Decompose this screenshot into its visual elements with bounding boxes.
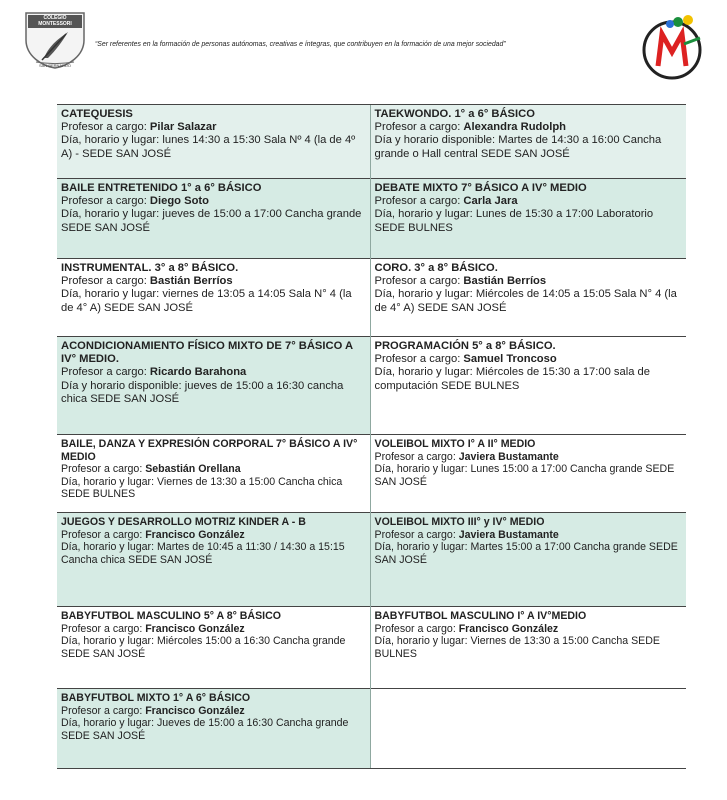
schedule-label: Día, horario y lugar: (61, 208, 163, 221)
teacher-label: Profesor a cargo: (61, 622, 146, 635)
schedule-line (61, 635, 366, 660)
schedule-label: Día, horario y lugar: (61, 134, 163, 147)
teacher-line (375, 195, 683, 208)
schedule-label: Día, horario y lugar: (374, 635, 471, 647)
schedule-label: Día, horario y lugar: (61, 635, 157, 647)
school-logo-text: COLEGIO MONTESSORI (38, 15, 72, 27)
workshop-cell (370, 179, 686, 259)
schedule-details: jueves de 15:00 a 16:30 cancha chica SEDE SAN JOSÉ (61, 379, 344, 405)
workshop-title: BAILE ENTRETENIDO 1° a 6° BÁSICO (61, 182, 262, 194)
schedule-details: Jueves de 15:00 a 16:30 Cancha grande SEDE SAN JOSÉ (61, 717, 349, 742)
workshops-table (57, 104, 686, 769)
teacher-line (61, 705, 366, 718)
teacher-name: Diego Soto (149, 195, 209, 208)
teacher-line (61, 275, 366, 288)
schedule-line (375, 288, 683, 314)
workshop-title: CATEQUESIS (61, 108, 133, 120)
teacher-line (61, 121, 366, 134)
workshop-title: DEBATE MIXTO 7° BÁSICO A IV° MEDIO (374, 182, 587, 194)
workshop-cell (57, 435, 370, 513)
sports-culture-logo (640, 8, 706, 88)
schedule-label: Día, horario y lugar: (61, 475, 157, 488)
teacher-line (61, 366, 366, 379)
workshop-title: TAEKWONDO. 1° a 6° BÁSICO (374, 108, 535, 120)
teacher-line (61, 623, 366, 636)
schedule-line (61, 380, 366, 406)
schedule-label: Día, horario y lugar: (61, 717, 157, 729)
teacher-name: Francisco González (145, 704, 245, 717)
teacher-name: Alexandra Rudolph (463, 121, 566, 134)
schedule-line (61, 134, 366, 160)
teacher-name: Carla Jara (463, 195, 518, 208)
teacher-label: Profesor a cargo: (374, 450, 459, 463)
teacher-line (375, 121, 683, 134)
workshop-title: ACONDICIONAMIENTO FÍSICO MIXTO DE 7° BÁSICO A IV° MEDIO. (61, 340, 353, 366)
workshop-cell (370, 513, 686, 607)
teacher-name: Francisco González (145, 528, 245, 541)
schedule-line (61, 208, 366, 234)
teacher-name: Bastián Berríos (149, 275, 233, 288)
table-row (57, 259, 686, 337)
page-header (0, 0, 727, 100)
workshop-cell (57, 259, 370, 337)
teacher-label: Profesor a cargo: (374, 353, 464, 366)
workshop-title: BAILE, DANZA Y EXPRESIÓN CORPORAL 7° BÁSICO A IV° MEDIO (61, 438, 358, 463)
schedule-details: Viernes de 13:30 a 15:00 Cancha chica SEDE BULNES (61, 475, 343, 500)
teacher-label: Profesor a cargo: (374, 195, 464, 208)
schedule-label: Día, horario y lugar: (61, 541, 157, 553)
schedule-line (375, 208, 683, 234)
schedule-label: Día, horario y lugar: (374, 288, 476, 301)
teacher-name: Ricardo Barahona (149, 366, 247, 379)
workshop-cell (57, 689, 370, 769)
teacher-label: Profesor a cargo: (61, 704, 146, 717)
table-row (57, 179, 686, 259)
table-row (57, 105, 686, 179)
teacher-label: Profesor a cargo: (374, 275, 464, 288)
workshop-title: BABYFUTBOL MASCULINO I° A IV°MEDIO (374, 610, 587, 622)
schedule-line (375, 463, 683, 488)
teacher-label: Profesor a cargo: (61, 121, 150, 134)
table-row (57, 337, 686, 435)
workshop-cell (57, 513, 370, 607)
schedule-label: Día, horario y lugar: (374, 366, 476, 379)
schedule-label: Día, horario y lugar: (374, 208, 476, 221)
workshop-title: VOLEIBOL MIXTO I° A II° MEDIO (374, 438, 536, 450)
teacher-name: Francisco González (458, 622, 559, 635)
schedule-line (61, 541, 366, 566)
teacher-label: Profesor a cargo: (61, 463, 146, 475)
teacher-label: Profesor a cargo: (61, 275, 150, 288)
teacher-label: Profesor a cargo: (61, 528, 146, 541)
teacher-line (61, 195, 366, 208)
teacher-line (375, 353, 683, 366)
schedule-details: Miércoles de 14:05 a 15:05 Sala N° 4 (la de 4° A) SEDE SAN JOSÉ (374, 288, 677, 314)
workshop-cell (370, 607, 686, 689)
schedule-label: Día, horario y lugar: (374, 541, 471, 553)
workshop-cell (370, 337, 686, 435)
teacher-name: Sebastián Orellana (145, 463, 241, 475)
schedule-label: Día, horario y lugar: (61, 288, 163, 301)
teacher-name: Samuel Troncoso (463, 353, 557, 366)
schedule-details: Lunes de 15:30 a 17:00 Laboratorio SEDE BULNES (374, 208, 654, 234)
workshop-cell (370, 435, 686, 513)
workshop-cell (57, 179, 370, 259)
workshop-title: BABYFUTBOL MIXTO 1° A 6° BÁSICO (61, 692, 251, 704)
teacher-line (61, 529, 366, 542)
schedule-details: Miércoles 15:00 a 16:30 Cancha grande SEDE SAN JOSÉ (61, 635, 346, 660)
empty-cell (370, 689, 686, 769)
teacher-name: Francisco González (145, 622, 245, 635)
schedule-details: jueves de 15:00 a 17:00 Cancha grande SEDE SAN JOSÉ (61, 208, 362, 234)
schedule-label: Día, horario y lugar: (374, 463, 471, 475)
teacher-label: Profesor a cargo: (374, 622, 459, 635)
table-row (57, 689, 686, 769)
workshop-title: CORO. 3° a 8° BÁSICO. (374, 262, 498, 274)
schedule-line (375, 635, 683, 660)
teacher-label: Profesor a cargo: (374, 528, 459, 541)
teacher-name: Bastián Berríos (463, 275, 547, 288)
teacher-name: Javiera Bustamante (458, 528, 559, 541)
schedule-details: Martes de 14:30 a 16:00 Cancha grande o Hall central SEDE SAN JOSÉ (374, 134, 662, 160)
table-row (57, 513, 686, 607)
workshop-cell (57, 105, 370, 179)
school-motto: “Ser referentes en la formación de personas autónomas, creativas e íntegras, que contribuyen en la formación de una mejor sociedad” (95, 41, 506, 48)
workshop-title: BABYFUTBOL MASCULINO 5° A 8° BÁSICO (61, 610, 281, 622)
schedule-line (61, 288, 366, 314)
teacher-line (375, 529, 683, 542)
teacher-label: Profesor a cargo: (61, 195, 150, 208)
teacher-name: Pilar Salazar (149, 121, 217, 134)
workshop-cell (370, 105, 686, 179)
teacher-line (61, 463, 366, 476)
schedule-line (375, 134, 683, 160)
schedule-label: Día y horario disponible: (61, 379, 185, 392)
schedule-details: Miércoles de 15:30 a 17:00 sala de computación SEDE BULNES (374, 366, 651, 392)
teacher-line (375, 451, 683, 464)
workshop-title: INSTRUMENTAL. 3° a 8° BÁSICO. (61, 262, 239, 274)
schedule-details: Lunes 15:00 a 17:00 Cancha grande SEDE SAN JOSÉ (374, 463, 675, 488)
schedule-details: lunes 14:30 a 15:30 Sala Nº 4 (la de 4º A) - SEDE SAN JOSÉ (61, 134, 356, 160)
schedule-details: Viernes de 13:30 a 15:00 Cancha SEDE BULNES (374, 635, 660, 660)
workshop-title: PROGRAMACIÓN 5° a 8° BÁSICO. (374, 340, 556, 352)
schedule-line (61, 717, 366, 742)
workshop-cell (57, 607, 370, 689)
teacher-line (375, 275, 683, 288)
schedule-details: Martes de 10:45 a 11:30 / 14:30 a 15:15 Cancha chica SEDE SAN JOSÉ (61, 541, 345, 566)
schedule-details: viernes de 13:05 a 14:05 Sala N° 4 (la de 4° A) SEDE SAN JOSÉ (61, 288, 352, 314)
workshop-cell (57, 337, 370, 435)
schedule-label: Día y horario disponible: (374, 134, 499, 147)
workshop-title: JUEGOS Y DESARROLLO MOTRIZ KINDER A - B (61, 516, 306, 528)
schedule-line (61, 476, 366, 501)
teacher-name: Javiera Bustamante (458, 450, 559, 463)
school-logo-subtext: SAN BERNARDO (38, 63, 71, 68)
teacher-label: Profesor a cargo: (61, 366, 150, 379)
table-row (57, 435, 686, 513)
workshop-title: VOLEIBOL MIXTO III° y IV° MEDIO (374, 516, 545, 528)
schedule-line (375, 366, 683, 392)
schedule-details: Martes 15:00 a 17:00 Cancha grande SEDE SAN JOSÉ (374, 541, 678, 566)
table-row (57, 607, 686, 689)
teacher-line (375, 623, 683, 636)
schedule-line (375, 541, 683, 566)
teacher-label: Profesor a cargo: (374, 121, 464, 134)
workshop-cell (370, 259, 686, 337)
